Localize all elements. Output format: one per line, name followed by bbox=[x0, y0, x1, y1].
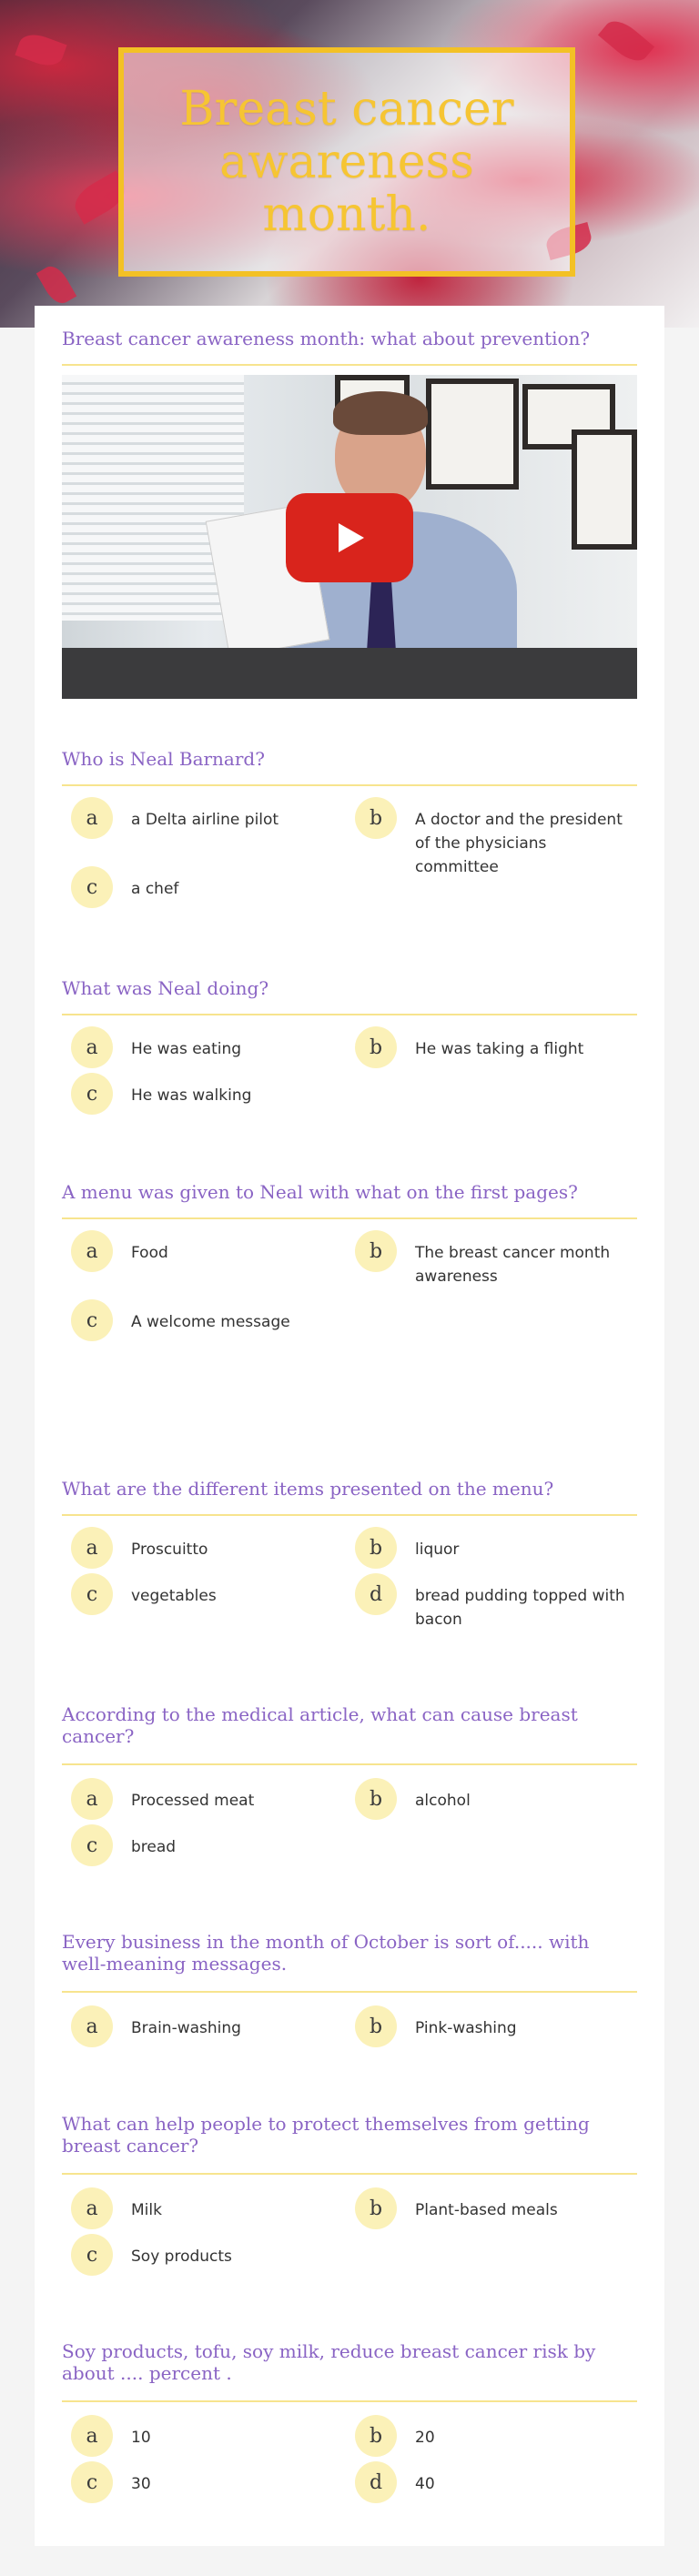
option-text: 40 bbox=[415, 2475, 435, 2493]
option-letter-badge: a bbox=[71, 2187, 113, 2229]
option-text: liquor bbox=[415, 1541, 460, 1559]
option-text: Soy products bbox=[131, 2248, 232, 2266]
answer-option[interactable] bbox=[71, 2461, 353, 2503]
divider bbox=[62, 1514, 637, 1516]
answer-option[interactable] bbox=[355, 1026, 637, 1068]
option-text: A welcome message bbox=[131, 1313, 290, 1331]
option-letter-badge: a bbox=[71, 2005, 113, 2047]
divider bbox=[62, 2400, 637, 2402]
content-card bbox=[35, 306, 664, 2546]
answer-option[interactable] bbox=[71, 797, 353, 839]
option-text: He was taking a flight bbox=[415, 1040, 584, 1058]
answer-option[interactable] bbox=[355, 2005, 637, 2047]
option-letter-badge: a bbox=[71, 797, 113, 839]
option-letter-badge: d bbox=[355, 2461, 397, 2503]
answer-option[interactable] bbox=[71, 1527, 353, 1569]
option-letter-badge: a bbox=[71, 1527, 113, 1569]
option-letter-badge: a bbox=[71, 1026, 113, 1068]
divider bbox=[62, 364, 637, 366]
play-button[interactable] bbox=[286, 493, 413, 582]
divider bbox=[62, 2173, 637, 2175]
question-title: A menu was given to Neal with what on the first pages? bbox=[62, 1181, 578, 1203]
option-letter-badge: c bbox=[71, 1073, 113, 1115]
video-player[interactable] bbox=[62, 375, 637, 699]
option-text: Brain-washing bbox=[131, 2019, 241, 2037]
option-letter-badge: b bbox=[355, 1527, 397, 1569]
question-title: Who is Neal Barnard? bbox=[62, 748, 265, 770]
option-letter-badge: b bbox=[355, 2005, 397, 2047]
option-letter-badge: c bbox=[71, 866, 113, 908]
divider bbox=[62, 1014, 637, 1015]
option-letter-badge: b bbox=[355, 1026, 397, 1068]
option-letter-badge: c bbox=[71, 1299, 113, 1341]
answer-option[interactable] bbox=[71, 1230, 353, 1272]
option-text: A doctor and the president of the physicians committee bbox=[415, 811, 623, 876]
option-letter-badge: b bbox=[355, 797, 397, 839]
answer-option[interactable] bbox=[355, 797, 637, 879]
answer-option[interactable] bbox=[355, 2187, 637, 2229]
answer-option[interactable] bbox=[355, 1573, 637, 1631]
answer-option[interactable] bbox=[71, 2005, 353, 2047]
option-letter-badge: d bbox=[355, 1573, 397, 1615]
answer-option[interactable] bbox=[355, 1230, 637, 1288]
answer-option[interactable] bbox=[355, 2461, 637, 2503]
option-text: a chef bbox=[131, 880, 179, 898]
option-text: Milk bbox=[131, 2201, 162, 2219]
question-title: According to the medical article, what can cause breast cancer? bbox=[62, 1703, 578, 1747]
option-text: 10 bbox=[131, 2429, 151, 2447]
answer-option[interactable] bbox=[71, 2187, 353, 2229]
answer-option[interactable] bbox=[71, 1073, 353, 1115]
divider bbox=[62, 1991, 637, 1993]
answer-option[interactable] bbox=[71, 1824, 353, 1866]
option-text: Pink-washing bbox=[415, 2019, 517, 2037]
answer-option[interactable] bbox=[71, 2234, 353, 2276]
answer-option[interactable] bbox=[71, 1026, 353, 1068]
option-text: Plant-based meals bbox=[415, 2201, 558, 2219]
hero-banner bbox=[0, 0, 699, 328]
answer-option[interactable] bbox=[71, 1299, 353, 1341]
question-title: Every business in the month of October is sort of..... with well-meaning messages. bbox=[62, 1931, 590, 1975]
question-title: What can help people to protect themselves from getting breast cancer? bbox=[62, 2113, 590, 2157]
option-letter-badge: b bbox=[355, 2415, 397, 2457]
video-title: Breast cancer awareness month: what about prevention? bbox=[62, 328, 591, 349]
play-icon bbox=[329, 518, 370, 558]
option-letter-badge: c bbox=[71, 2234, 113, 2276]
option-text: bread pudding topped with bacon bbox=[415, 1587, 625, 1629]
option-text: a Delta airline pilot bbox=[131, 811, 279, 829]
divider bbox=[62, 1217, 637, 1219]
option-text: Proscuitto bbox=[131, 1541, 208, 1559]
divider bbox=[62, 1763, 637, 1765]
option-letter-badge: a bbox=[71, 1230, 113, 1272]
answer-option[interactable] bbox=[355, 1778, 637, 1820]
option-text: Processed meat bbox=[131, 1792, 255, 1810]
option-letter-badge: b bbox=[355, 1778, 397, 1820]
page-title: Breast cancer awareness month. bbox=[179, 82, 514, 242]
question-title: What was Neal doing? bbox=[62, 977, 269, 999]
option-text: He was eating bbox=[131, 1040, 242, 1058]
question-title: Soy products, tofu, soy milk, reduce breast cancer risk by about .... percent . bbox=[62, 2340, 596, 2384]
hero-title-box bbox=[118, 47, 575, 277]
option-letter-badge: c bbox=[71, 1824, 113, 1866]
answer-option[interactable] bbox=[71, 1778, 353, 1820]
question-title: What are the different items presented on the menu? bbox=[62, 1478, 554, 1500]
answer-option[interactable] bbox=[355, 1527, 637, 1569]
option-text: The breast cancer month awareness bbox=[415, 1244, 611, 1286]
answer-option[interactable] bbox=[71, 866, 353, 908]
option-letter-badge: c bbox=[71, 2461, 113, 2503]
option-letter-badge: b bbox=[355, 1230, 397, 1272]
option-text: vegetables bbox=[131, 1587, 217, 1605]
answer-option[interactable] bbox=[71, 1573, 353, 1615]
option-text: 20 bbox=[415, 2429, 435, 2447]
divider bbox=[62, 784, 637, 786]
option-text: Food bbox=[131, 1244, 168, 1262]
option-letter-badge: a bbox=[71, 1778, 113, 1820]
answer-option[interactable] bbox=[71, 2415, 353, 2457]
option-text: He was walking bbox=[131, 1086, 252, 1105]
option-letter-badge: a bbox=[71, 2415, 113, 2457]
option-text: bread bbox=[131, 1838, 177, 1856]
option-text: 30 bbox=[131, 2475, 151, 2493]
answer-option[interactable] bbox=[355, 2415, 637, 2457]
option-letter-badge: b bbox=[355, 2187, 397, 2229]
option-letter-badge: c bbox=[71, 1573, 113, 1615]
option-text: alcohol bbox=[415, 1792, 471, 1810]
